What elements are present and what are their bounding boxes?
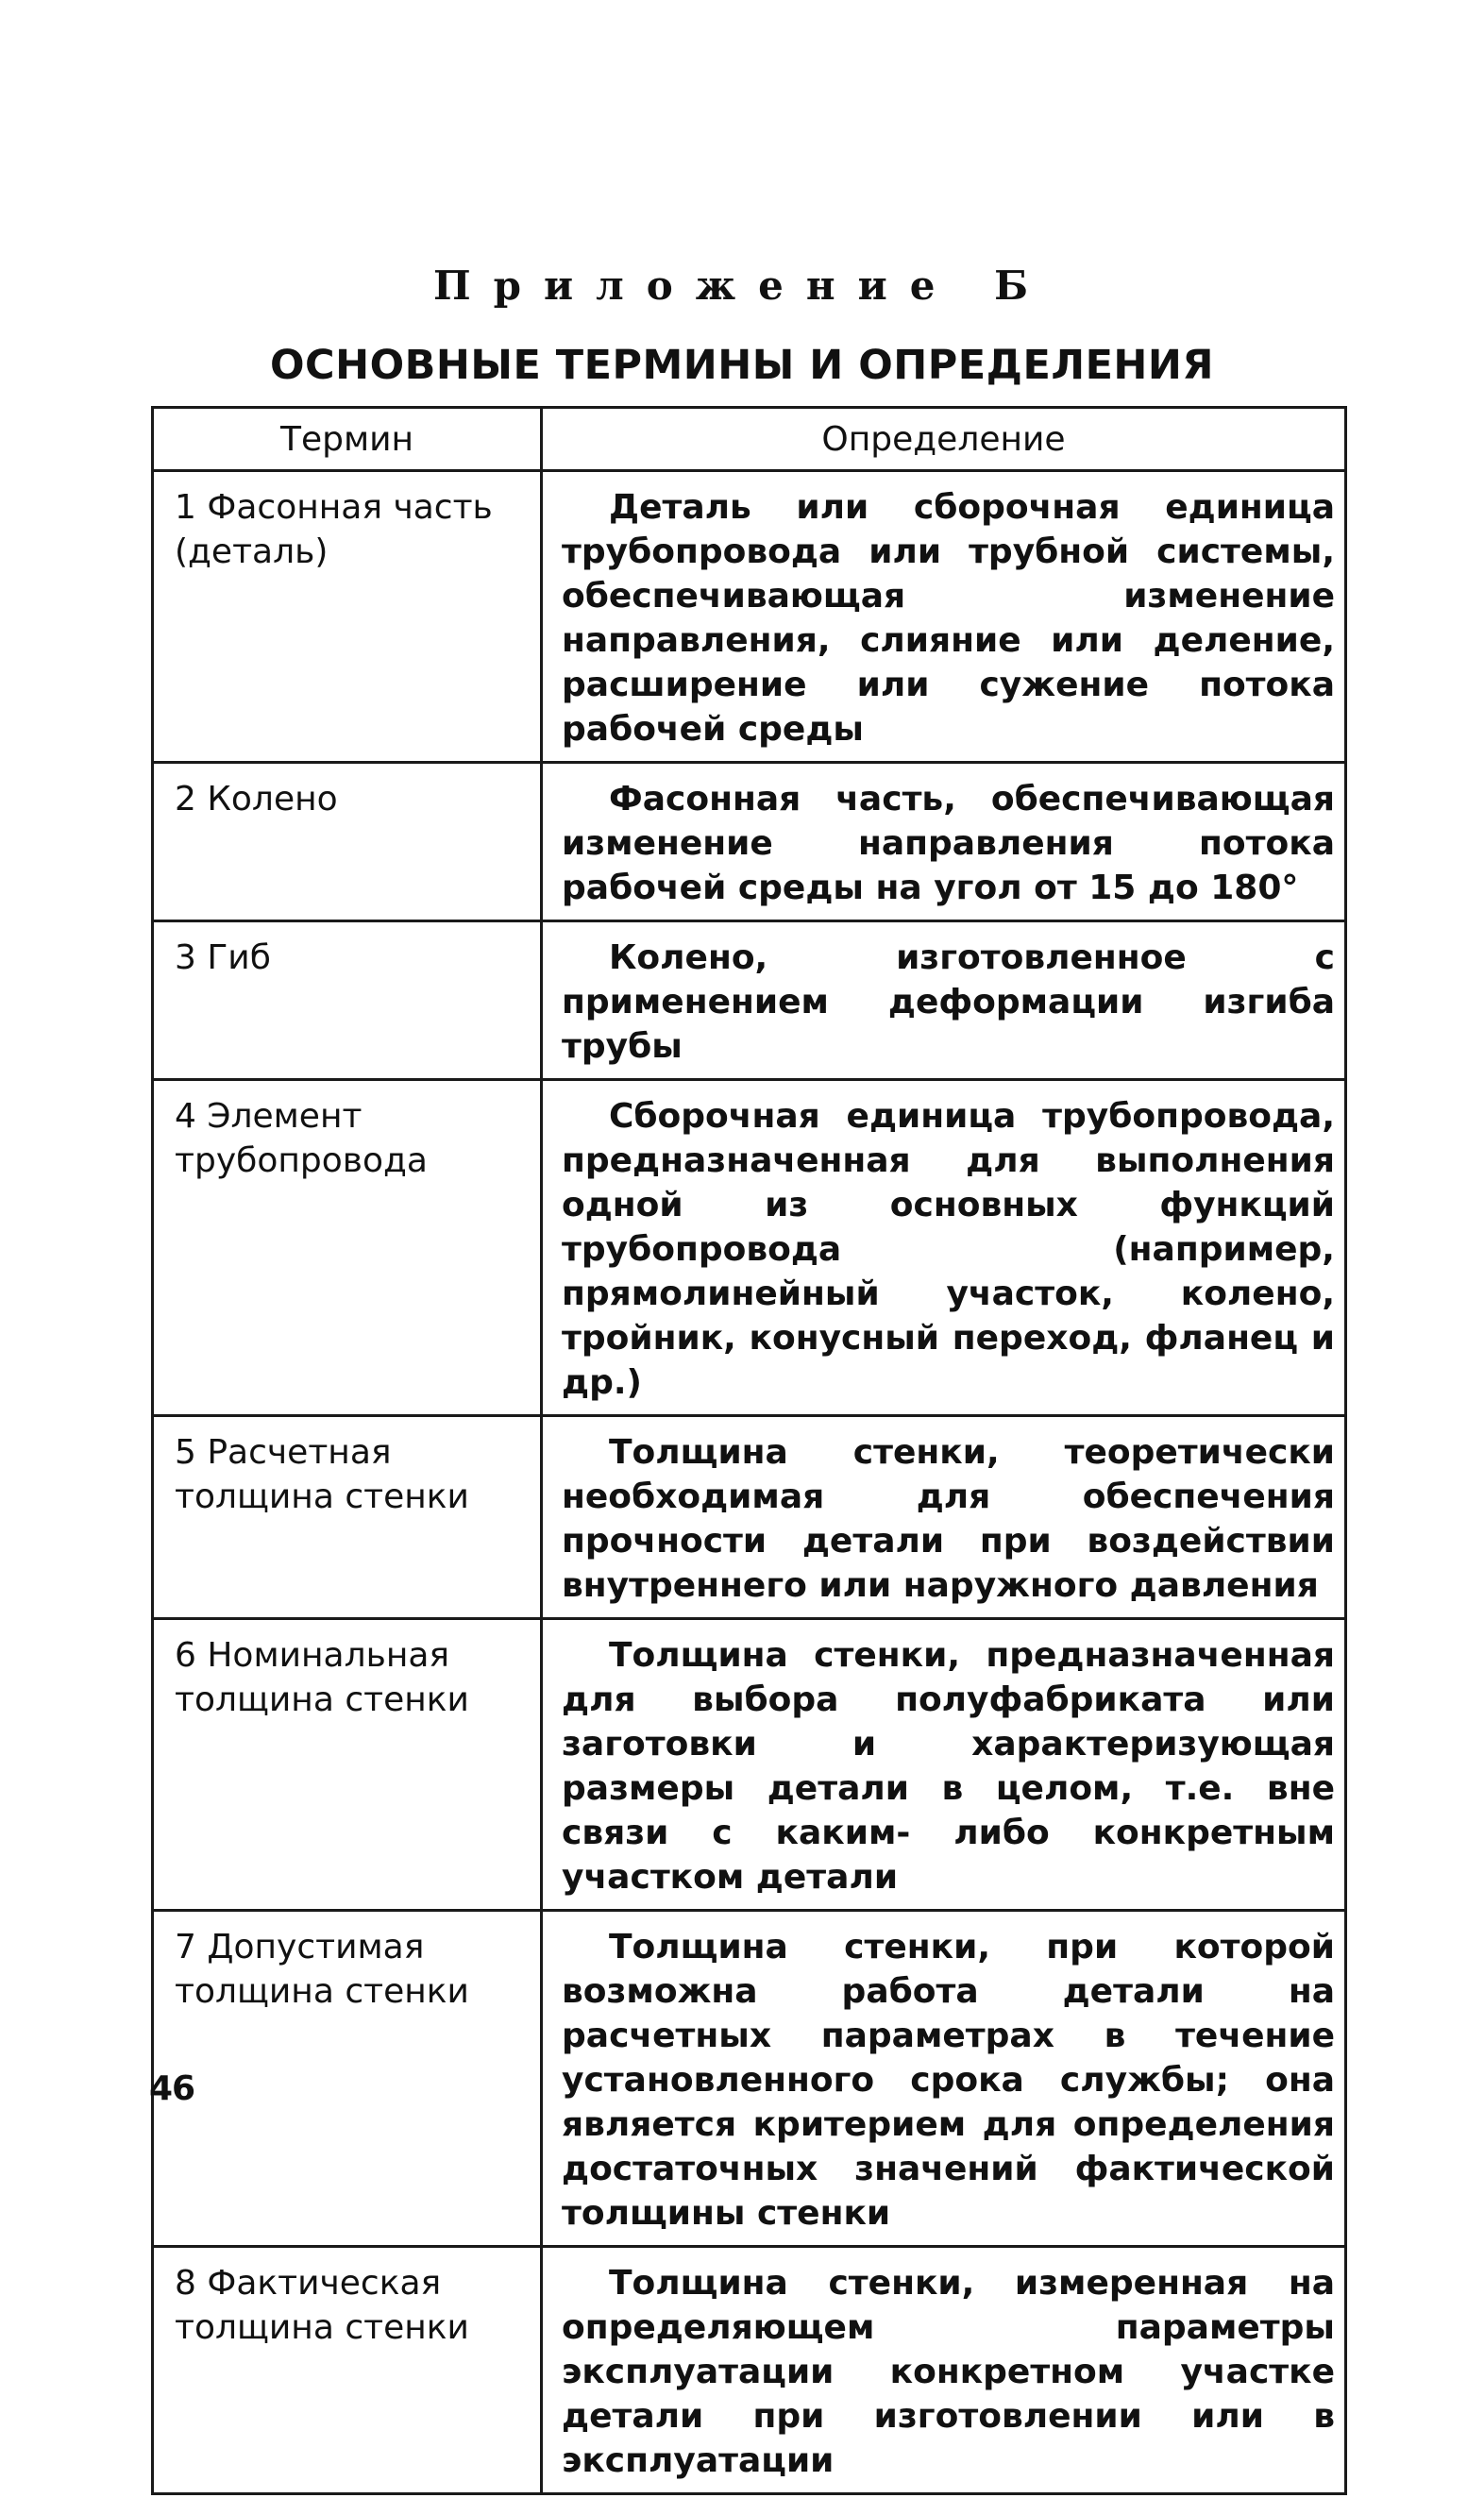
term-cell: 8 Фактическая толщина стенки [153,2247,542,2494]
definition-cell: Деталь или сборочная единица трубопровода или трубной системы, обеспечивающая изменение направления, слияние или деление, расширение или сужение потока рабочей среды [542,471,1346,763]
definition-cell: Колено, изготовленное с применением деформации изгиба трубы [542,921,1346,1080]
term-cell: 1 Фасонная часть (деталь) [153,471,542,763]
table-row [153,1911,1346,2247]
table-row [153,1416,1346,1619]
table-row [153,471,1346,763]
definition-cell: Толщина стенки, теоретически необходимая для обеспечения прочности детали при воздействии внутреннего или наружного давления [542,1416,1346,1619]
table-row [153,1080,1346,1416]
term-cell: 3 Гиб [153,921,542,1080]
term-cell: 6 Номинальная толщина стенки [153,1619,542,1911]
terms-table [151,406,1347,2495]
term-cell: 7 Допустимая толщина стенки [153,1911,542,2247]
term-cell: 4 Элемент трубопровода [153,1080,542,1416]
definition-cell: Толщина стенки, измеренная на определяющем параметры эксплуатации конкретном участке детали при изготовлении или в эксплуатации [542,2247,1346,2494]
appendix-label: Приложение Б [432,262,1052,309]
term-cell: 5 Расчетная толщина стенки [153,1416,542,1619]
header-definition: Определение [542,408,1346,471]
term-cell: 2 Колено [153,763,542,921]
header-term: Термин [153,408,542,471]
definition-cell: Фасонная часть, обеспечивающая изменение направления потока рабочей среды на угол от 15 до 180° [542,763,1346,921]
definition-cell: Сборочная единица трубопровода, предназначенная для выполнения одной из основных функций трубопровода (например, прямолинейный участок, колено, тройник, конусный переход, фланец и др.) [542,1080,1346,1416]
table-row [153,2247,1346,2494]
table-row [153,763,1346,921]
table-row [153,1619,1346,1911]
page-title: ОСНОВНЫЕ ТЕРМИНЫ И ОПРЕДЕЛЕНИЯ [269,342,1215,389]
table-header-row [153,408,1346,471]
page-number: 46 [149,2069,195,2108]
table-row [153,921,1346,1080]
definition-cell: Толщина стенки, предназначенная для выбора полуфабриката или заготовки и характеризующая размеры детали в целом, т.е. вне связи с каким- либо конкретным участком детали [542,1619,1346,1911]
definition-cell: Толщина стенки, при которой возможна работа детали на расчетных параметрах в течение установленного срока службы; она является критерием для определения достаточных значений фактической толщины стенки [542,1911,1346,2247]
